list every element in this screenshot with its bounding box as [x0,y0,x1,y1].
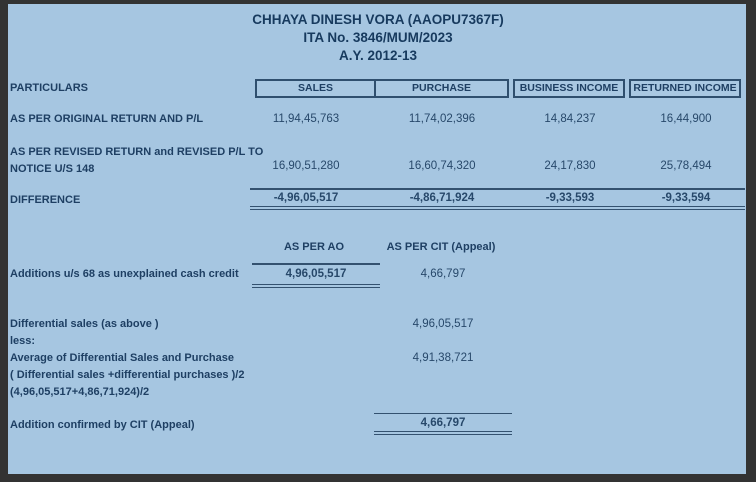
particulars-header: PARTICULARS [10,82,89,94]
original-sales-value: 11,94,45,763 [272,113,340,125]
difference-business-income-value: -9,33,593 [545,192,595,204]
assessment-year: A.Y. 2012-13 [338,48,418,63]
average-differential-value: 4,91,38,721 [412,352,474,364]
original-business-income-value: 14,84,237 [544,113,596,125]
formula-numbers-label: (4,96,05,517+4,86,71,924)/2 [10,386,150,398]
revised-business-income-value: 24,17,830 [544,160,596,172]
revised-purchase-value: 16,60,74,320 [408,160,476,172]
revised-sales-value: 16,90,51,280 [272,160,340,172]
addition-confirmed-value: 4,66,797 [420,417,466,429]
row-original-return-label: AS PER ORIGINAL RETURN AND P/L [10,113,204,125]
additions-us68-label: Additions u/s 68 as unexplained cash credit [10,268,239,280]
document-paper-background [8,4,746,474]
row-difference-label: DIFFERENCE [10,194,81,206]
original-returned-income-value: 16,44,900 [660,113,712,125]
row-revised-return-label-line1: AS PER REVISED RETURN and REVISED P/L TO [10,146,264,158]
column-header-purchase: PURCHASE [374,79,509,98]
column-header-as-per-cit-appeal: AS PER CIT (Appeal) [386,241,496,253]
less-label: less: [10,335,36,347]
row-revised-return-label-line2: NOTICE U/S 148 [10,163,95,175]
column-header-business-income: BUSINESS INCOME [513,79,625,98]
additions-us68-cit-value: 4,66,797 [420,268,466,280]
column-header-sales: SALES [255,79,376,98]
difference-purchase-value: -4,86,71,924 [409,192,475,204]
revised-returned-income-value: 25,78,494 [660,160,712,172]
differential-sales-label: Differential sales (as above ) [10,318,159,330]
formula-text-label: ( Differential sales +differential purchases )/2 [10,369,245,381]
column-header-as-per-ao: AS PER AO [283,241,345,253]
ita-number: ITA No. 3846/MUM/2023 [303,30,453,45]
column-header-returned-income: RETURNED INCOME [629,79,741,98]
average-differential-label: Average of Differential Sales and Purchase [10,352,234,364]
additions-us68-ao-value: 4,96,05,517 [285,268,347,280]
difference-sales-value: -4,96,05,517 [273,192,339,204]
original-purchase-value: 11,74,02,396 [408,113,476,125]
differential-sales-value: 4,96,05,517 [412,318,474,330]
case-title: CHHAYA DINESH VORA (AAOPU7367F) [252,12,504,27]
addition-confirmed-label: Addition confirmed by CIT (Appeal) [10,419,195,431]
difference-returned-income-value: -9,33,594 [661,192,711,204]
